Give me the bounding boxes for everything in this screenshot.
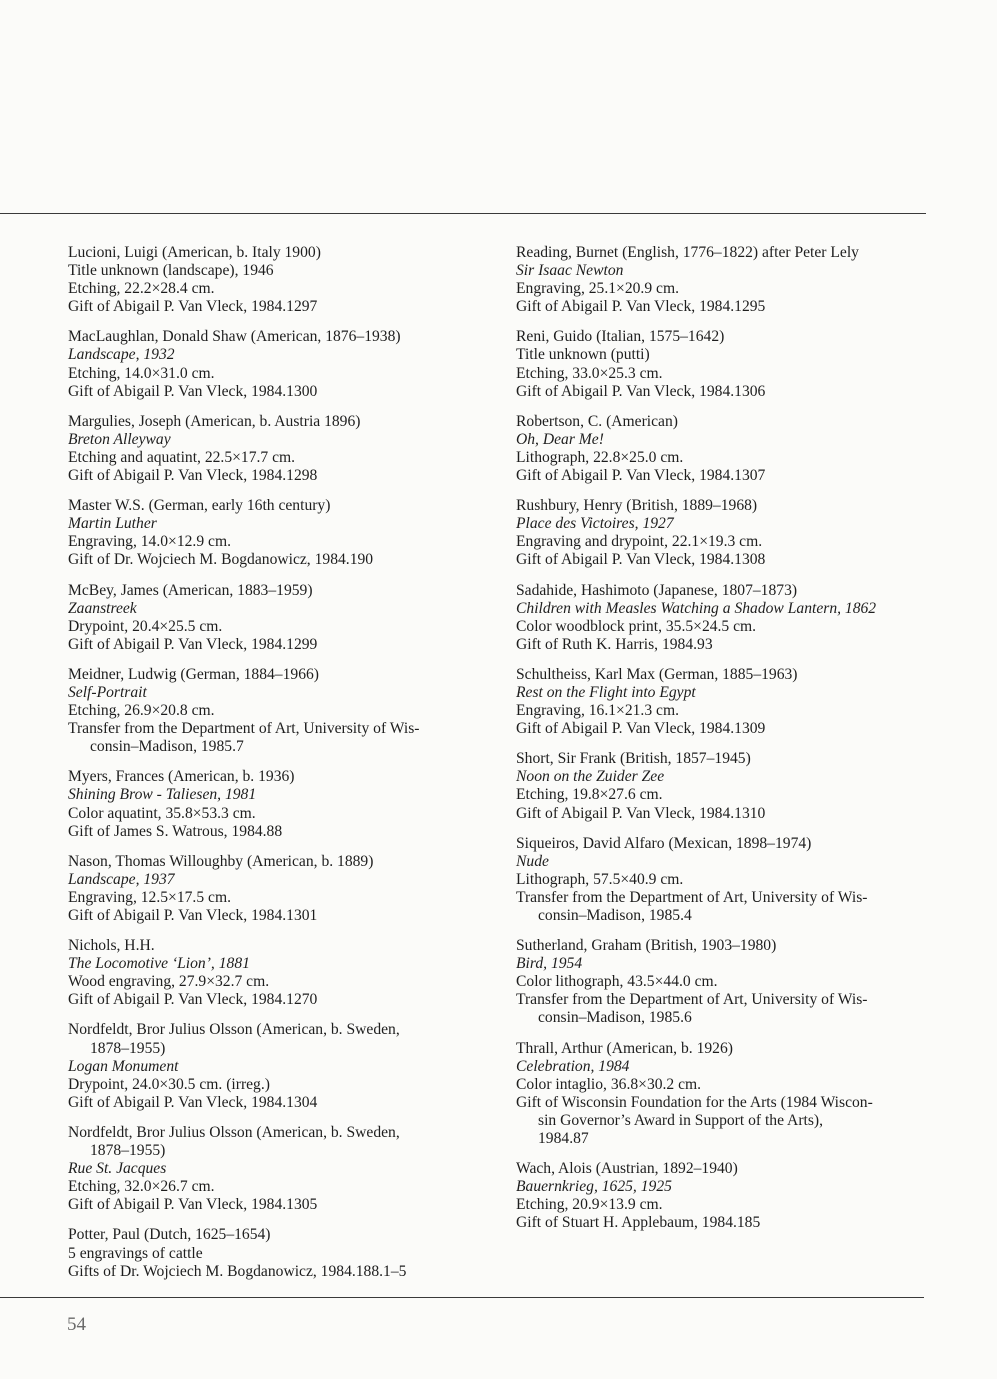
entry-line: MacLaughlan, Donald Shaw (American, 1876–1938) (68, 328, 401, 346)
entry-line: consin–Madison, 1985.7 (90, 738, 244, 756)
entry-line: Meidner, Ludwig (German, 1884–1966) (68, 665, 319, 683)
catalog-entry (68, 328, 478, 400)
entry-title: The Locomotive ‘Lion’, 1881 (68, 955, 250, 973)
entry-line: McBey, James (American, 1883–1959) (68, 581, 313, 599)
entry-line: Gift of Abigail P. Van Vleck, 1984.1304 (68, 1093, 318, 1111)
entry-line: Nordfeldt, Bror Julius Olsson (American, b. Sweden, (68, 1021, 400, 1039)
entry-line: Etching and aquatint, 22.5×17.7 cm. (68, 448, 296, 466)
entry-line: Myers, Frances (American, b. 1936) (68, 768, 295, 786)
entry-title: Rest on the Flight into Egypt (516, 683, 696, 701)
catalog-entry (68, 937, 478, 1009)
entry-line: Gift of Stuart H. Applebaum, 1984.185 (516, 1214, 761, 1232)
entry-line: Gift of Abigail P. Van Vleck, 1984.1297 (68, 298, 318, 316)
entry-line: Etching, 19.8×27.6 cm. (516, 786, 663, 804)
entry-line: Gift of Abigail P. Van Vleck, 1984.1305 (68, 1196, 318, 1214)
entry-line: Drypoint, 24.0×30.5 cm. (irreg.) (68, 1075, 270, 1093)
entry-title: Noon on the Zuider Zee (516, 768, 665, 786)
entry-line: Potter, Paul (Dutch, 1625–1654) (68, 1226, 271, 1244)
entry-line: Master W.S. (German, early 16th century) (68, 497, 331, 515)
entry-title: Bauernkrieg, 1625, 1925 (516, 1178, 672, 1196)
catalog-entry (68, 582, 478, 654)
entry-line: Engraving, 25.1×20.9 cm. (516, 280, 679, 298)
entry-line: Gift of Ruth K. Harris, 1984.93 (516, 635, 713, 653)
right-column (516, 244, 926, 1245)
entry-line: consin–Madison, 1985.4 (538, 907, 692, 924)
entry-line: Gift of Abigail P. Van Vleck, 1984.1307 (516, 467, 766, 485)
entry-line: Thrall, Arthur (American, b. 1926) (516, 1039, 733, 1057)
entry-line: 1878–1955) (90, 1142, 166, 1160)
entry-line: consin–Madison, 1985.6 (538, 1009, 692, 1027)
entry-line: Nason, Thomas Willoughby (American, b. 1889) (68, 852, 374, 870)
entry-line: Short, Sir Frank (British, 1857–1945) (516, 750, 751, 768)
catalog-entry (68, 666, 478, 756)
entry-line: Etching, 32.0×26.7 cm. (68, 1178, 215, 1196)
entry-title: Children with Measles Watching a Shadow Lantern, 1862 (516, 599, 877, 617)
catalog-entry (516, 1040, 926, 1149)
entry-line: 1878–1955) (90, 1039, 166, 1057)
entry-line: Etching, 20.9×13.9 cm. (516, 1196, 663, 1214)
entry-line: 1984.87 (538, 1130, 589, 1148)
entry-line: Nordfeldt, Bror Julius Olsson (American, b. Sweden, (68, 1123, 400, 1141)
entry-line: Transfer from the Department of Art, University of Wis- (516, 888, 868, 906)
entry-title: Shining Brow - Taliesen, 1981 (68, 786, 257, 804)
entry-line: Gifts of Dr. Wojciech M. Bogdanowicz, 1984.188.1–5 (68, 1262, 407, 1280)
catalog-entry (516, 413, 926, 485)
catalog-entry (516, 937, 926, 1027)
entry-line: Schultheiss, Karl Max (German, 1885–1963) (516, 665, 798, 683)
catalog-entry (516, 666, 926, 738)
entry-line: Gift of Dr. Wojciech M. Bogdanowicz, 1984.190 (68, 551, 374, 569)
entry-line: Color aquatint, 35.8×53.3 cm. (68, 804, 256, 822)
entry-line: Lucioni, Luigi (American, b. Italy 1900) (68, 244, 321, 261)
entry-line: Reni, Guido (Italian, 1575–1642) (516, 328, 725, 346)
entry-line: sin Governor’s Award in Support of the Arts), (538, 1111, 824, 1129)
catalog-entry (68, 768, 478, 840)
catalog-entry (68, 497, 478, 569)
entry-line: Engraving, 14.0×12.9 cm. (68, 533, 231, 551)
entry-line: Etching, 14.0×31.0 cm. (68, 364, 215, 382)
catalog-entry (516, 328, 926, 400)
entry-line: Nichols, H.H. (68, 937, 155, 955)
entry-line: Gift of Abigail P. Van Vleck, 1984.1295 (516, 298, 766, 316)
entry-line: Sadahide, Hashimoto (Japanese, 1807–1873) (516, 581, 798, 599)
entry-line: Gift of Abigail P. Van Vleck, 1984.1306 (516, 382, 766, 400)
entry-title: Nude (516, 852, 549, 870)
catalog-entry (68, 1021, 478, 1111)
entry-line: Gift of Abigail P. Van Vleck, 1984.1309 (516, 720, 766, 738)
entry-line: Title unknown (putti) (516, 346, 650, 364)
entry-line: Gift of Abigail P. Van Vleck, 1984.1299 (68, 635, 318, 653)
entry-title: Sir Isaac Newton (516, 262, 624, 280)
entry-title: Bird, 1954 (516, 955, 583, 973)
entry-title: Self-Portrait (68, 683, 147, 701)
entry-line: Etching, 22.2×28.4 cm. (68, 280, 215, 298)
entry-line: Color woodblock print, 35.5×24.5 cm. (516, 617, 757, 635)
catalog-entry (516, 750, 926, 822)
entry-line: Gift of James S. Watrous, 1984.88 (68, 822, 283, 840)
entry-line: Lithograph, 57.5×40.9 cm. (516, 870, 684, 888)
catalog-entry (516, 244, 926, 316)
entry-line: Etching, 26.9×20.8 cm. (68, 702, 215, 720)
entry-title: Landscape, 1937 (68, 870, 175, 888)
entry-title: Zaanstreek (68, 599, 137, 617)
entry-line: Wach, Alois (Austrian, 1892–1940) (516, 1160, 738, 1178)
entry-title: Logan Monument (68, 1057, 179, 1075)
entry-line: Gift of Abigail P. Van Vleck, 1984.1310 (516, 804, 766, 822)
catalog-entry (516, 582, 926, 654)
entry-title: Oh, Dear Me! (516, 430, 604, 448)
entry-line: Engraving, 16.1×21.3 cm. (516, 702, 679, 720)
entry-title: Breton Alleyway (68, 430, 171, 448)
entry-title: Martin Luther (68, 515, 157, 533)
entry-line: Siqueiros, David Alfaro (Mexican, 1898–1974) (516, 834, 812, 852)
entry-title: Celebration, 1984 (516, 1057, 630, 1075)
catalog-entry (68, 413, 478, 485)
catalog-entry (68, 1226, 478, 1280)
catalog-entry (516, 835, 926, 925)
entry-line: Gift of Abigail P. Van Vleck, 1984.1300 (68, 382, 318, 400)
catalog-entry (516, 1160, 926, 1232)
catalog-entry (516, 497, 926, 569)
top-rule (0, 213, 926, 214)
entry-line: Drypoint, 20.4×25.5 cm. (68, 617, 223, 635)
entry-line: Color intaglio, 36.8×30.2 cm. (516, 1075, 702, 1093)
entry-line: Robertson, C. (American) (516, 412, 678, 430)
catalog-entry (68, 244, 478, 316)
entry-line: Engraving, 12.5×17.5 cm. (68, 888, 231, 906)
left-column (68, 244, 478, 1293)
entry-title: Landscape, 1932 (68, 346, 175, 364)
entry-line: Title unknown (landscape), 1946 (68, 262, 274, 280)
entry-line: Gift of Abigail P. Van Vleck, 1984.1308 (516, 551, 766, 569)
entry-line: Gift of Abigail P. Van Vleck, 1984.1298 (68, 467, 318, 485)
entry-line: Margulies, Joseph (American, b. Austria 1896) (68, 412, 361, 430)
bottom-rule (0, 1297, 924, 1298)
entry-line: Engraving and drypoint, 22.1×19.3 cm. (516, 533, 763, 551)
entry-line: Sutherland, Graham (British, 1903–1980) (516, 937, 777, 955)
entry-title: Place des Victoires, 1927 (516, 515, 674, 533)
entry-line: Gift of Wisconsin Foundation for the Arts (1984 Wiscon- (516, 1093, 873, 1111)
entry-line: Rushbury, Henry (British, 1889–1968) (516, 497, 758, 515)
entry-title: Rue St. Jacques (68, 1160, 167, 1178)
entry-line: Etching, 33.0×25.3 cm. (516, 364, 663, 382)
entry-line: Lithograph, 22.8×25.0 cm. (516, 448, 684, 466)
entry-line: 5 engravings of cattle (68, 1244, 203, 1262)
entry-line: Color lithograph, 43.5×44.0 cm. (516, 973, 718, 991)
entry-line: Transfer from the Department of Art, University of Wis- (516, 991, 868, 1009)
entry-line: Reading, Burnet (English, 1776–1822) after Peter Lely (516, 244, 859, 261)
entry-line: Gift of Abigail P. Van Vleck, 1984.1301 (68, 907, 318, 924)
page-number: 54 (67, 1314, 86, 1335)
catalog-entry (68, 1124, 478, 1214)
entry-line: Gift of Abigail P. Van Vleck, 1984.1270 (68, 991, 318, 1009)
entry-line: Transfer from the Department of Art, University of Wis- (68, 720, 420, 738)
catalog-entry (68, 853, 478, 925)
entry-line: Wood engraving, 27.9×32.7 cm. (68, 973, 270, 991)
